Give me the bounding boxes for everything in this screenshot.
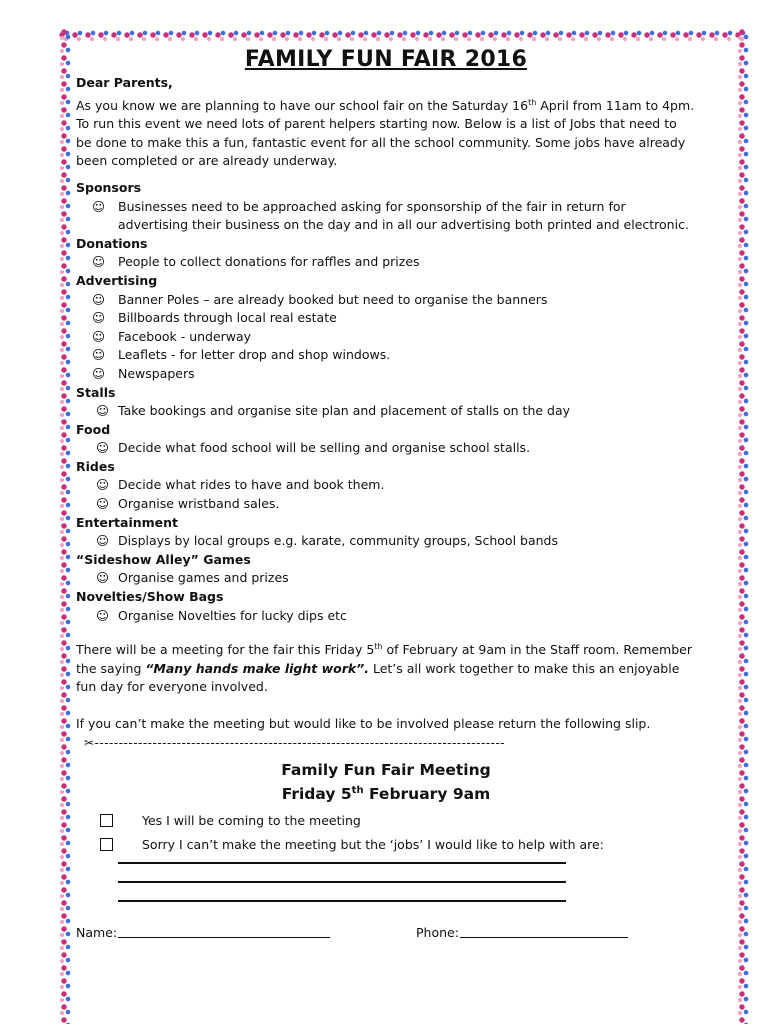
greeting: Dear Parents,	[76, 75, 173, 90]
smiley-icon: ☺	[92, 310, 106, 326]
list-item-text: Displays by local groups e.g. karate, community groups, School bands	[118, 533, 558, 549]
section-title: Rides	[76, 458, 115, 474]
list-item-text: Businesses need to be approached asking for sponsorship of the fair in return for advertising their business on the day and in all our advertising both printed and electronic.	[118, 198, 689, 233]
letter-content	[76, 46, 696, 944]
list-item-text: Billboards through local real estate	[118, 310, 337, 326]
job-sections	[76, 179, 696, 625]
section-title: Novelties/Show Bags	[76, 589, 224, 605]
smiley-icon: ☺	[96, 477, 110, 493]
phone-field[interactable]	[460, 937, 628, 938]
list-item-text: Decide what food school will be selling and organise school stalls.	[118, 440, 531, 456]
name-label: Name:	[76, 925, 118, 941]
jobs-line-2[interactable]	[118, 881, 566, 883]
list-item	[76, 198, 696, 235]
list-item-text: Organise games and prizes	[118, 570, 289, 586]
smiley-icon: ☺	[92, 254, 106, 270]
list-item	[76, 532, 696, 551]
checkbox-yes[interactable]	[100, 814, 113, 827]
smiley-icon: ☺	[96, 533, 110, 549]
smiley-icon: ☺	[96, 570, 110, 586]
list-item	[76, 309, 696, 328]
list-item-text: Take bookings and organise site plan and placement of stalls on the day	[118, 403, 571, 419]
right-border	[736, 28, 750, 1024]
smiley-icon: ☺	[92, 328, 106, 344]
list-item	[76, 495, 696, 514]
smiley-icon: ☺	[92, 365, 106, 381]
name-field[interactable]	[118, 937, 330, 938]
list-item	[76, 607, 696, 626]
option-yes-label: Yes I will be coming to the meeting	[142, 813, 361, 829]
list-item	[76, 291, 696, 310]
list-item-text: People to collect donations for raffles and prizes	[118, 254, 420, 270]
smiley-icon: ☺	[92, 198, 106, 214]
option-no[interactable]	[76, 836, 696, 860]
list-item	[76, 439, 696, 458]
slip-prompt: If you can’t make the meeting but would like to be involved please return the following slip.	[76, 716, 651, 731]
list-item-text: Decide what rides to have and book them.	[118, 477, 385, 493]
top-border	[58, 28, 748, 42]
checkbox-no[interactable]	[100, 838, 113, 851]
section-title: “Sideshow Alley” Games	[76, 551, 251, 567]
slip-title-1: Family Fun Fair Meeting	[281, 761, 491, 780]
document-title: FAMILY FUN FAIR 2016	[244, 47, 528, 72]
smiley-icon: ☺	[92, 291, 106, 307]
list-item	[76, 253, 696, 272]
slip-title-2: Friday 5th February 9am	[281, 785, 491, 804]
option-no-label: Sorry I can’t make the meeting but the ‘jobs’ I would like to help with are:	[142, 837, 604, 853]
cut-line: ✂-------------------------------------------------------------------------------------	[84, 735, 506, 750]
smiley-icon: ☺	[96, 403, 110, 419]
list-item-text: Banner Poles – are already booked but need to organise the banners	[118, 291, 548, 307]
section-title: Advertising	[76, 272, 158, 288]
list-item-text: Newspapers	[118, 365, 195, 381]
option-yes[interactable]	[76, 812, 696, 836]
list-item-text: Organise Novelties for lucky dips etc	[118, 607, 347, 623]
list-item-text: Organise wristband sales.	[118, 496, 280, 512]
list-item	[76, 346, 696, 365]
section-title: Sponsors	[76, 179, 142, 195]
phone-label: Phone:	[416, 925, 459, 941]
intro-paragraph: As you know we are planning to have our school fair on the Saturday 16th April from 11am to 4pm. To run this event we need lots of parent helpers starting now. Below is a list of Jobs that need to be done to make this a fun, fantastic event for all the school community. Some jobs have already been completed or are already underway.	[76, 97, 695, 169]
section-title: Entertainment	[76, 514, 179, 530]
smiley-icon: ☺	[96, 607, 110, 623]
contact-row	[76, 924, 696, 944]
jobs-line-1[interactable]	[118, 862, 566, 864]
section-title: Food	[76, 421, 111, 437]
meeting-paragraph: There will be a meeting for the fair this Friday 5th of February at 9am in the Staff room. Remember the saying “Many hands make light work”. Let’s all work together to make this an enjoyable fun day for everyone involved.	[76, 642, 692, 695]
jobs-line-3[interactable]	[118, 900, 566, 902]
smiley-icon: ☺	[92, 347, 106, 363]
list-item	[76, 328, 696, 347]
list-item	[76, 365, 696, 384]
left-border	[58, 28, 72, 1024]
list-item	[76, 569, 696, 588]
list-item	[76, 476, 696, 495]
smiley-icon: ☺	[96, 440, 110, 456]
list-item-text: Leaflets - for letter drop and shop windows.	[118, 347, 391, 363]
list-item-text: Facebook - underway	[118, 328, 252, 344]
section-title: Stalls	[76, 384, 116, 400]
section-title: Donations	[76, 235, 148, 251]
list-item	[76, 402, 696, 421]
smiley-icon: ☺	[96, 496, 110, 512]
